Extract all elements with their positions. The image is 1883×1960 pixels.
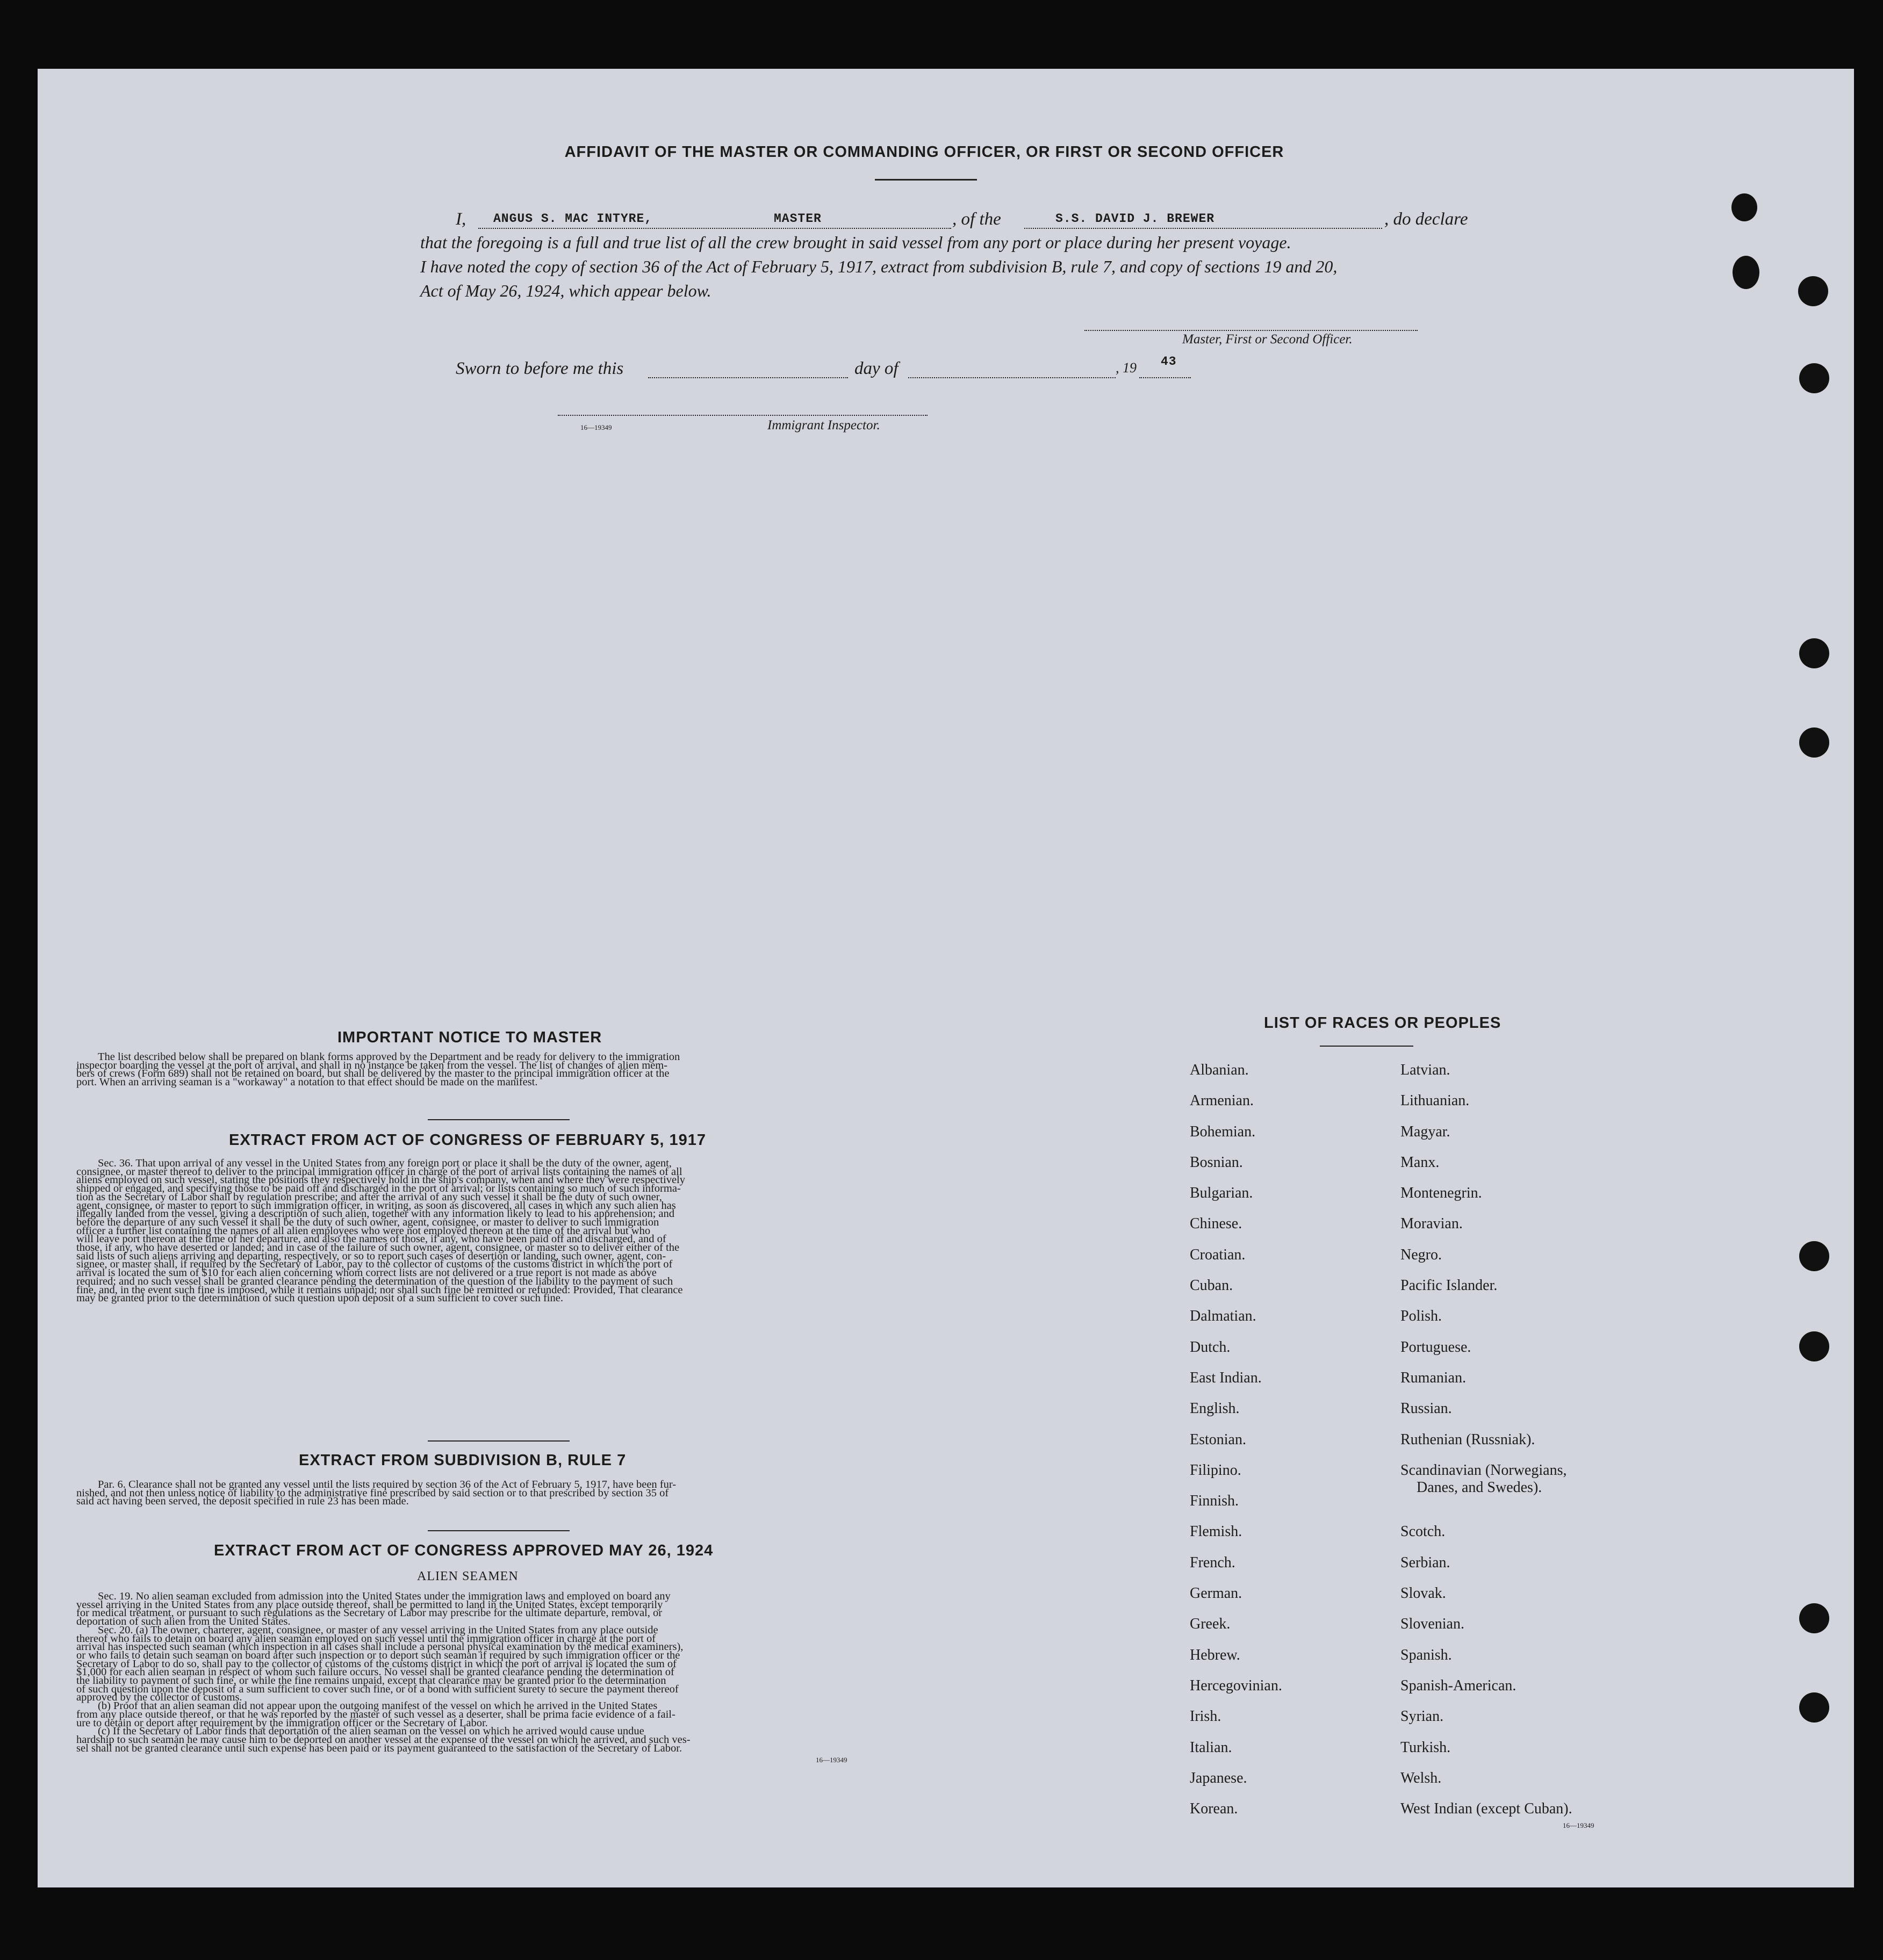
vessel-name: S.S. DAVID J. BREWER (1055, 212, 1215, 226)
extract-1924-line: hardship to such seaman he may cause him to be deported on another vessel at the expense of the vessel on which he arrived, and such ves- (76, 1733, 691, 1746)
extract-1917-line: will leave port thereon at the time of her departure, and also the names of those, if any, who have been paid off and discharged, and of (76, 1233, 666, 1245)
race-item: Magyar. (1400, 1123, 1450, 1140)
race-item: East Indian. (1190, 1369, 1262, 1386)
races-left-column (1190, 1062, 1372, 1831)
race-item: Albanian. (1190, 1062, 1249, 1078)
race-item: West Indian (except Cuban). (1400, 1800, 1572, 1818)
race-item: Cuban. (1190, 1277, 1233, 1294)
declaration-line-1: that the foregoing is a full and true list of all the crew brought in said vessel from any port or place during her present voyage. (420, 233, 1291, 252)
race-item: Filipino. (1190, 1461, 1241, 1479)
sworn-day-blank (648, 377, 848, 378)
race-item: Polish. (1400, 1308, 1442, 1325)
race-item: Dutch. (1190, 1338, 1231, 1356)
extract-1917-line: agent, consignee, or master to report to such immigration officer, in writing, as soon as discovered, all cases in which any such alien has (76, 1199, 676, 1212)
race-item: Serbian. (1400, 1554, 1450, 1571)
race-item: English. (1190, 1400, 1240, 1417)
race-item: Bohemian. (1190, 1123, 1256, 1140)
form-number-top: 16—19349 (580, 423, 612, 431)
race-item: Danes, and Swedes). (1417, 1479, 1542, 1496)
year-blank (1139, 377, 1191, 378)
race-item: Irish. (1190, 1708, 1221, 1725)
extract-1924-line: Sec. 19. No alien seaman excluded from admission into the United States under the immigration laws and employed on board any (98, 1590, 671, 1602)
extract-1917-line: consignee, or master thereof to deliver to the principal immigration officer in charge of the port of arrival lists containing the names of all (76, 1165, 682, 1178)
notice-line: The list described below shall be prepared on blank forms approved by the Department and be ready for delivery to the immigration (98, 1051, 680, 1063)
sworn-label: Sworn to before me this (456, 359, 624, 378)
extract-1924-line: for medical treatment, or pursuant to such regulations as the Secretary of Labor may prescribe for the ultimate departure, removal, or (76, 1607, 663, 1619)
race-item: Italian. (1190, 1739, 1232, 1756)
year-value: 43 (1161, 355, 1177, 369)
extract-1924-line: of such question upon the deposit of a sum sufficient to cover such fine, or of a bond with sufficient surety to secure the payment thereof (76, 1683, 679, 1695)
form-number-bottom-right: 16—19349 (1563, 1821, 1594, 1829)
race-item: Lithuanian. (1400, 1092, 1470, 1109)
extract-1924-line: Secretary of Labor to do so, shall pay to the collector of customs of the customs district in which the port of arrival is located the sum of (76, 1658, 677, 1670)
subdivision-b-line: said act having been served, the deposit specified in rule 23 has been made. (76, 1495, 409, 1508)
race-item: Dalmatian. (1190, 1308, 1256, 1325)
extract-1924-line: deportation of such alien from the United States. (76, 1616, 291, 1628)
extract-1917-line: arrival is located the sum of $10 for each alien concerning whom correct lists are not delivered or a true report is not made as above (76, 1267, 657, 1279)
race-item: Portuguese. (1400, 1338, 1471, 1356)
section-divider (428, 1119, 570, 1120)
race-item: Chinese. (1190, 1215, 1242, 1233)
race-item: Scotch. (1400, 1523, 1446, 1540)
extract-1924-line: from any place outside thereof, or that he was reported by the master of such vessel as a deserter, shall be prima facie evidence of a fail- (76, 1708, 675, 1720)
race-item: Armenian. (1190, 1092, 1254, 1109)
affidavit-title: AFFIDAVIT OF THE MASTER OR COMMANDING OFFICER, OR FIRST OR SECOND OFFICER (564, 143, 1284, 161)
notice-line: port. When an arriving seaman is a "workaway" a notation to that effect should be made on the manifest. (76, 1076, 538, 1089)
extract-1924-line: vessel arriving in the United States from any place outside thereof, shall be permitted to land in the United States, except temporarily (76, 1598, 663, 1611)
extract-1924-line: sel shall not be granted clearance until such expense has been paid or its payment guaranteed to the satisfaction of the Secretary of Labor. (76, 1742, 682, 1754)
of-the-label: , of the (952, 210, 1001, 229)
extract-1917-line: required; and no such vessel shall be granted clearance pending the determination of the question of the liability to the payment of such (76, 1275, 673, 1287)
vessel-blank (1024, 228, 1382, 229)
master-signature-line (1084, 330, 1418, 331)
extract-1917-line: said lists of such aliens arriving and departing, respectively, or so to report such cases of desertion or landing, such owner, agent, con- (76, 1250, 666, 1262)
extract-1917-line: fine, and, in the event such fine is imposed, while it remains unpaid; nor shall such fine be remitted or refunded: Provided, That clearance (76, 1284, 683, 1296)
race-item: Turkish. (1400, 1739, 1451, 1756)
subdivision-b-text (76, 1481, 912, 1506)
race-item: Moravian. (1400, 1215, 1463, 1233)
punch-hole (1799, 1692, 1829, 1723)
extract-1924-line: thereof who fails to detain on board any alien seaman employed on such vessel until the immigration officer in charge at the port of (76, 1632, 656, 1645)
alien-seamen-subtitle: ALIEN SEAMEN (417, 1569, 519, 1583)
notice-title: IMPORTANT NOTICE TO MASTER (337, 1029, 602, 1046)
race-item: Finnish. (1190, 1493, 1239, 1510)
race-item: Negro. (1400, 1246, 1442, 1263)
extract-1917-line: those, if any, who have deserted or landed; and in case of the failure of such owner, agent, consignee, or master so to deliver either of the (76, 1242, 680, 1254)
day-of-label: day of (854, 359, 899, 378)
race-item: Slovak. (1400, 1585, 1446, 1602)
year-prefix: , 19 (1116, 360, 1137, 376)
notice-line: bers of crews (Form 689) shall not be retained on board, but shall be delivered by the master to the principal immigration officer at the (76, 1068, 670, 1080)
punch-hole (1799, 1241, 1829, 1271)
race-item: Ruthenian (Russniak). (1400, 1431, 1535, 1448)
do-declare-label: , do declare (1384, 210, 1468, 229)
race-item: Russian. (1400, 1400, 1452, 1417)
races-right-column (1400, 1062, 1701, 1831)
inspector-signature-line (558, 415, 928, 416)
punch-hole (1799, 363, 1829, 393)
section-divider (428, 1530, 570, 1531)
extract-1917-line: Sec. 36. That upon arrival of any vessel in the United States from any foreign port or place it shall be the duty of the owner, agent, (98, 1157, 672, 1169)
extract-1924-line: or who fails to detain such seaman on board after such inspection or to deport such seaman if required by such immigration officer or the (76, 1649, 680, 1661)
race-item: Scandinavian (Norwegians, (1400, 1461, 1567, 1479)
declaration-prefix: I, (456, 210, 466, 229)
name-blank (478, 228, 951, 229)
race-item: German. (1190, 1585, 1242, 1602)
notice-line: inspector boarding the vessel at the port of arrival, and shall in no instance be taken from the vessel. The list of changes of alien mem- (76, 1059, 668, 1071)
race-item: Japanese. (1190, 1769, 1247, 1786)
punch-hole (1733, 256, 1759, 289)
punch-hole (1799, 727, 1829, 758)
master-signature-label: Master, First or Second Officer. (1182, 332, 1353, 347)
extract-1924-line: the liability to payment of such fine, or while the fine remains unpaid, except that clearance may be granted prior to the determination (76, 1675, 666, 1687)
sworn-month-blank (908, 377, 1116, 378)
punch-hole (1799, 638, 1829, 668)
extract-1917-line: signee, or master shall, if required by the Secretary of Labor, pay to the collector of customs of the customs district in which the port of (76, 1258, 673, 1271)
extract-1917-line: aliens employed on such vessel, stating the positions they respectively hold in the ship's company, when and where they were respectively (76, 1174, 685, 1186)
subdivision-b-title: EXTRACT FROM SUBDIVISION B, RULE 7 (299, 1452, 627, 1469)
race-item: Syrian. (1400, 1708, 1444, 1725)
extract-1917-line: officer a further list containing the names of all alien employees who were not employed thereon at the time of the arrival but who (76, 1224, 651, 1237)
master-rank: MASTER (774, 212, 822, 226)
declaration-line-2: I have noted the copy of section 36 of the Act of February 5, 1917, extract from subdivision B, rule 7, and copy of sections 19 and 20, (420, 257, 1338, 276)
race-item: Greek. (1190, 1616, 1231, 1633)
race-item: Rumanian. (1400, 1369, 1467, 1386)
race-item: Estonian. (1190, 1431, 1246, 1448)
extract-1917-line: before the departure of any such vessel it shall be the duty of such owner, agent, consignee, or master to deliver to such immigration (76, 1216, 659, 1228)
punch-hole (1798, 276, 1828, 306)
race-item: French. (1190, 1554, 1235, 1571)
extract-1917-line: illegally landed from the vessel, giving a description of such alien, together with any information likely to lead to his apprehension; and (76, 1208, 674, 1220)
extract-1917-line: shipped or engaged, and specifying those to be paid off and discharged in the port of arrival; or lists containing so much of such informa- (76, 1183, 681, 1195)
title-underline (875, 179, 977, 181)
form-number-bottom-left: 16—19349 (816, 1756, 847, 1764)
subdivision-b-line: Par. 6. Clearance shall not be granted any vessel until the lists required by section 36 of the Act of February 5, 1917, have been fur- (98, 1479, 677, 1490)
race-item: Korean. (1190, 1800, 1238, 1818)
race-item: Croatian. (1190, 1246, 1246, 1263)
race-item: Hercegovinian. (1190, 1677, 1282, 1694)
extract-1917-text (76, 1159, 912, 1303)
master-name: ANGUS S. MAC INTYRE, (493, 212, 653, 226)
races-title-underline (1320, 1046, 1413, 1047)
extract-1917-line: tion as the Secretary of Labor shall by regulation prescribe; and after the arrival of any such vessel it shall be the duty of such owner, (76, 1191, 662, 1203)
race-item: Manx. (1400, 1154, 1440, 1171)
extract-1924-line: approved by the collector of customs. (76, 1691, 242, 1704)
subdivision-b-line: nished, and not then unless notice of liability to the administrative fine prescribed by said section or to that prescribed by section 35 of (76, 1487, 669, 1499)
notice-text (76, 1053, 912, 1087)
declaration-line-3: Act of May 26, 1924, which appear below. (420, 281, 711, 300)
race-item: Bosnian. (1190, 1154, 1243, 1171)
document-page (38, 69, 1854, 1887)
extract-1924-title: EXTRACT FROM ACT OF CONGRESS APPROVED MAY 26, 1924 (214, 1542, 714, 1559)
section-divider (428, 1440, 570, 1442)
punch-hole (1731, 193, 1757, 221)
races-title: LIST OF RACES OR PEOPLES (1264, 1014, 1501, 1032)
extract-1924-line: ure to detain or deport after requirement by the immigration officer or the Secretary of Labor. (76, 1717, 488, 1729)
punch-hole (1799, 1331, 1829, 1361)
race-item: Welsh. (1400, 1769, 1442, 1786)
extract-1924-text (76, 1592, 912, 1753)
punch-hole (1799, 1603, 1829, 1633)
inspector-label: Immigrant Inspector. (767, 418, 880, 433)
extract-1924-line: (c) If the Secretary of Labor finds that deportation of the alien seaman on the vessel on which he arrived would cause undue (98, 1725, 644, 1738)
extract-1924-line: arrival has inspected such seaman (which inspection in all cases shall include a personal physical examination by the medical examiners), (76, 1641, 684, 1653)
extract-1917-title: EXTRACT FROM ACT OF CONGRESS OF FEBRUARY 5, 1917 (229, 1132, 707, 1149)
race-item: Spanish-American. (1400, 1677, 1517, 1694)
race-item: Spanish. (1400, 1646, 1452, 1663)
race-item: Hebrew. (1190, 1646, 1240, 1663)
extract-1924-line: (b) Proof that an alien seaman did not appear upon the outgoing manifest of the vessel on which he arrived in the United States (98, 1700, 658, 1712)
race-item: Slovenian. (1400, 1616, 1464, 1633)
race-item: Montenegrin. (1400, 1185, 1482, 1202)
extract-1917-line: may be granted prior to the determination of such question upon deposit of a sum sufficient to cover such fine. (76, 1292, 563, 1305)
extract-1924-line: Sec. 20. (a) The owner, charterer, agent, consignee, or master of any vessel arriving in the United States from any place outside (98, 1624, 658, 1636)
race-item: Pacific Islander. (1400, 1277, 1498, 1294)
race-item: Flemish. (1190, 1523, 1242, 1540)
race-item: Bulgarian. (1190, 1185, 1253, 1202)
race-item: Latvian. (1400, 1062, 1450, 1078)
extract-1924-line: $1,000 for each alien seaman in respect of whom such failure occurs. No vessel shall be granted clearance pending the determination of (76, 1666, 674, 1678)
